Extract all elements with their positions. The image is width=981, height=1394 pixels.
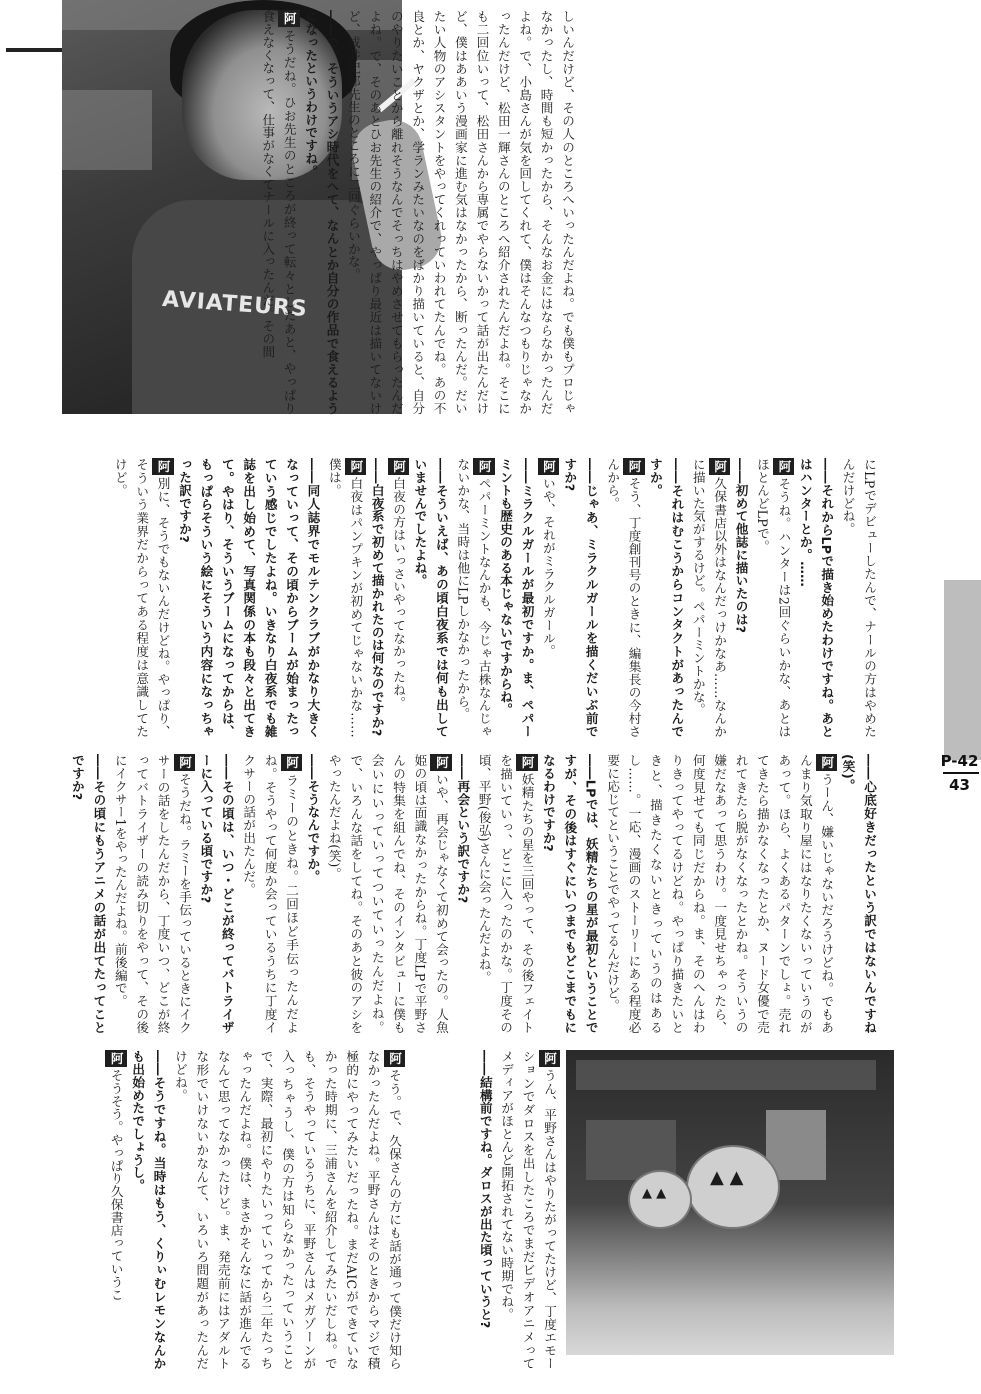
side-tab [944, 580, 981, 760]
answer-text: ラミーのときね。二回ほど手伝ったんだよね。そうやって何度か会っているうちに丁度イクサーの話が出たんだ。 [241, 754, 300, 1034]
answer-text: にLPでデビューしたんで、ナールの方はやめたんだけどね。 [840, 458, 877, 738]
answer-text: 別に、そうでもないんだけどね。やっぱり、そういう業界だからってある程度は意識してたけど。 [112, 458, 171, 738]
speaker-mark: 阿 [430, 754, 451, 771]
desk-shelf [576, 1060, 876, 1090]
sweater-print: AVIATEURS [161, 286, 309, 323]
page-number-rule [943, 772, 979, 774]
speaker-mark: 阿 [709, 458, 730, 475]
answer-text: そうそう。やっぱり久保書店っていうこ [108, 1068, 124, 1302]
speaker-mark: 阿 [539, 1050, 560, 1067]
speaker-mark: 阿 [384, 1050, 405, 1067]
answer-text: ペパーミントなんかも、今じゃ古株なんじゃないかな、当時は他にLPしかなかったから。 [455, 458, 492, 738]
question-text: ――それはむこうからコンタクトがあったんですか。 [647, 458, 685, 738]
question-text: ――同人誌界でモルテンクラブがかなり大きくなっていって、その頃からブームが始まったっていう感じでしたよね。いきなり白夜系でも雑誌を出し始めて、写真関係の本も段々と出てきて。やはり、そういうブームになってからは、もっぱらそういう絵にそういう内容になっちゃった訳ですか? [177, 458, 321, 738]
speaker-mark: 阿 [388, 458, 409, 475]
question-text: ――で、そういうアシ時代をへて、なんとか自分の作品で食えるようになったというわけですね。 [303, 10, 340, 415]
pumpkin-face-icon: ▲ ▲ [710, 1167, 744, 1188]
answer-text: そうだね。ひお先生のところが終って転々としたあと、やっぱり食えなくなって、仕事がなくてナールに入ったんだ。その間 [260, 10, 297, 415]
pumpkin-small [628, 1170, 692, 1229]
pumpkin-face-icon: ▲ ▲ [642, 1186, 667, 1201]
text-column-second [60, 458, 880, 738]
speaker-mark: 阿 [773, 458, 794, 475]
speaker-mark: 阿 [538, 458, 559, 475]
question-text: ――初めて他誌に描いたのは? [733, 458, 749, 634]
question-text: ――それからLPで描き始めたわけですね。あとはハンターとか。…… [797, 458, 835, 738]
text-column-top [260, 10, 578, 415]
speaker-mark: 阿 [345, 458, 366, 475]
answer-text: そうだね。ラミーを手伝っているときにイクサーの話をしたんだから、丁度いつ、どこが終ってバトライザーの読み切りをやって、その後にイクサー1をやったんだよね。前後編で。 [112, 754, 192, 1034]
answer-text: そうね。ハンターは2回ぐらいかな、あとはほとんどLPで。 [754, 458, 792, 738]
desk-photo [566, 1050, 894, 1355]
question-text: ――じゃあ、ミラクルガールを描くだいぶ前ですか? [562, 458, 599, 738]
text-column-bottom-right [410, 1050, 560, 1370]
question-text: ――その頃にもうアニメの話が出てたってことですか? [69, 754, 107, 1034]
speaker-mark: 阿 [174, 754, 195, 771]
answer-text: そう。で、久保さんの方にも話が通って僕だけ知らなかったんだよね。平野さんはそのときからマジで積極的にやってみたいだったね。まだAICができていなかった時期に、三浦さんを紹介してみたいだしね。でも、そうやっているうちに、平野さんはメガゾーンが入っちゃうし、僕の方は知らなかったっていうことで、実際、最初にやりたいっていってから二年たっちゃったんだよね。僕は、まさかそんなに話が進んでるなんて思ってなかったけど。ま、発売前にはアダルトな形でいけないかなんて、いろいろ問題があったんだけどね。 [172, 1050, 402, 1370]
speaker-mark: 阿 [516, 754, 537, 771]
page-label: P-42 [940, 752, 979, 770]
question-text: ――再会という訳ですか? [455, 754, 471, 904]
question-text: ――その頃は、いつ・どこが終ってバトライザーに入っている頃ですか? [198, 754, 235, 1034]
question-text: ――そうなんですか。 [305, 754, 321, 883]
corner-mark [6, 48, 66, 52]
speaker-mark: 阿 [623, 458, 644, 475]
answer-text: いや、再会じゃなくて初めて会ったの。人魚姫の頃は面識なかったからね。丁度LPで平野さんの特集を組んでね、そのインタビューに僕も会いにいっていってついていったんだよね。で、いろんな話をしてね。そのあと彼のアシをやったんだよね(笑)。 [326, 754, 449, 1034]
question-text: ――ミラクルガールが最初ですか。ま、ペパーミントも歴史のある本じゃないですからね。 [498, 458, 535, 738]
answer-text: 白夜の方はいっさいやってなかったね。 [391, 476, 407, 710]
answer-text: そう、丁度創刊号のときに、編集長の今村さんから。 [605, 458, 642, 738]
speaker-mark: 阿 [152, 458, 173, 475]
answer-text: 白夜はパンプキンが初めてじゃないかな……僕は。 [326, 458, 364, 738]
question-text: ――そうですね。当時はもう、くりぃむレモンなんかも出始めたでしょうし。 [130, 1050, 167, 1370]
speaker-mark: 阿 [473, 458, 494, 475]
question-text: ――そういえば、あの頃白夜系では何も出していませんでしたよね。 [412, 458, 449, 738]
pumpkin-large [686, 1145, 780, 1229]
page-number: 43 [949, 776, 970, 794]
answer-text: 久保書店以外はなんだっけかなあ……なんかに描いた気がするけど。ペパーミントかな。 [690, 458, 728, 738]
answer-text: 妖精たちの星を三回やって、その後フェイトを描いていっ、どこに入ったのかな。丁度その頃、平野(俊弘)さんに会ったんだよね。 [476, 754, 535, 1034]
answer-text: うん、平野さんはやりたがってたけど、丁度エモーションでダロスを出したころでまだビデオアニメってメディアがほとんど開拓されてない時期でね。 [499, 1050, 557, 1370]
answer-text: うーん、嫌いじゃないだろうけどね。でもあんまり気取り屋にはなりたくないっていうのがあって。ほら、よくあるパターンでしょ。売れてきたら描かなくなったとか、ヌード女優で売れてきたら脱がなくなったとかね。そういうの嫌だなあって思うわけ。一度見せちゃったら、何度見せても同じだからね。ま、そのへんはわりきってやってるけどね。やっぱり描きたいときと、描きたくないときっていうのはあるし……。一応、漫画のストーリーにある程度必要に応じてということでやってるんだけど。 [605, 754, 835, 1034]
answer-text: しいんだけど、その人のところへいったんだよね。でも僕もプロじゃなかったし、時間も短かったから、そんなお金にはならなかったんだよね。で、小島さんが気を回してくれて、僕はそんなつもりじゃなかったんだけど、松田一輝さんのところへ紹介されたんだよね。そこにも二回位いって、松田さんから専属でやらないかって話が出たんだけど、僕はああいう漫画家に進む気はなかったから、断ったんだ。だいたい人物のアシスタントをやってくれっていわれてたんでね。あの不良とか、ヤクザとか、学ランみたいなのをばかり描いていると、自分のやりたいことから離れそうなんでそっちはやめさせてもらったんだよね。で、そのあとひお先生の紹介で、やっぱり最近は描いてないけど、成井紀郎先生のところに二回ぐらいかな。 [345, 10, 575, 415]
speaker-mark: 阿 [105, 1050, 126, 1067]
bookshelf [62, 90, 152, 170]
answer-text: いや、それがミラクルガール。 [540, 476, 556, 658]
speaker-mark: 阿 [278, 10, 299, 27]
speaker-mark: 阿 [281, 754, 302, 771]
text-column-third [60, 754, 880, 1034]
question-text: ――結構前ですね。ダロスが出た頃っていうと? [477, 1050, 493, 1329]
speaker-mark: 阿 [816, 754, 837, 771]
text-column-bottom-left [60, 1050, 405, 1370]
question-text: ――心底好きだったという訳ではないんですね(笑)。 [840, 754, 877, 1034]
question-text: ――白夜系で初めて描かれたのは何なのですか? [369, 458, 385, 737]
question-text: ――LPでは、妖精たちの星が最初ということですが、その後はすぐにいつまでもどこまでもになるわけですか? [540, 754, 599, 1034]
